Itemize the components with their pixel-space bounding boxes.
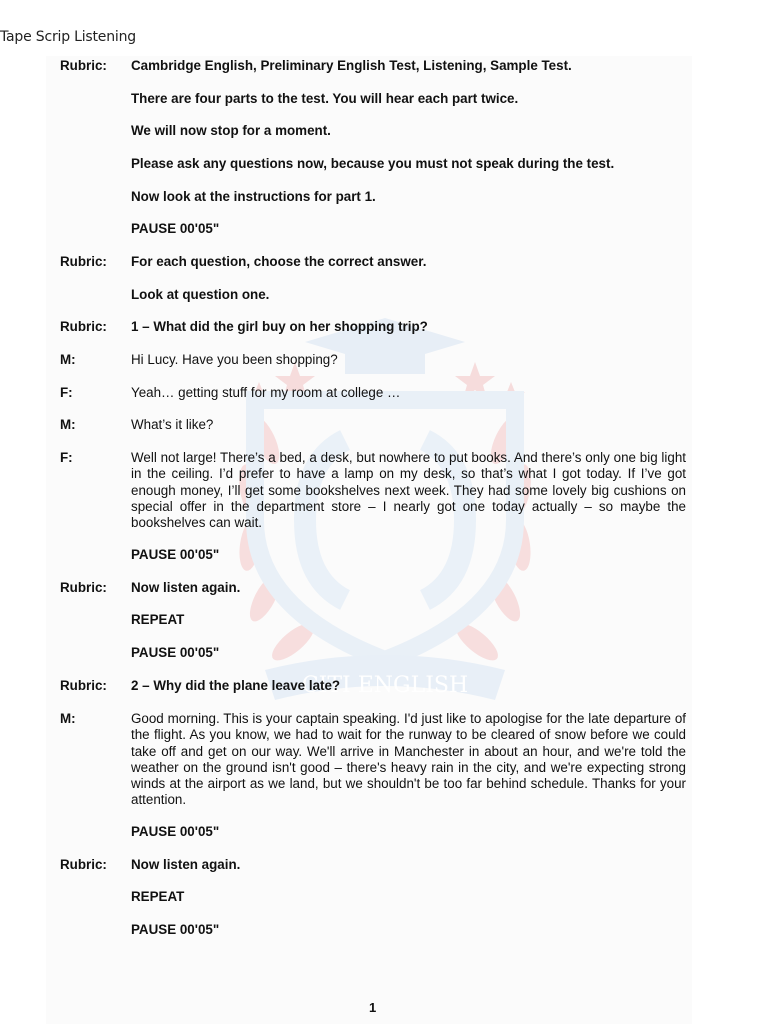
speaker-label: Rubric: — [60, 857, 107, 872]
transcript-text: We will now stop for a moment. — [131, 123, 331, 138]
watermark-text: CITI ENGLISH — [301, 673, 469, 698]
speaker-label: M: — [60, 711, 76, 726]
transcript-text: Now listen again. — [131, 857, 241, 872]
transcript-text: Well not large! There’s a bed, a desk, but nowhere to put books. And there’s only one big light in the ceiling. I’d prefer to have a lamp on my desk, so that’s what I got today. If I’ve got enough money, I’ll get some bookshelves next week. They had some lovely big cushions on special offer in the department store – I nearly got one today actually – so maybe the bookshelves can wait. — [131, 450, 686, 531]
speaker-label: Rubric: — [60, 319, 107, 334]
speaker-label: Rubric: — [60, 678, 107, 693]
transcript-text: There are four parts to the test. You will hear each part twice. — [131, 91, 519, 106]
transcript-text: Good morning. This is your captain speaking. I'd just like to apologise for the late departure of the flight. As you know, we had to wait for the runway to be cleared of snow before we could take off and get on our way. We'll arrive in Manchester in about an hour, and we're told the weather on the ground isn't good – there's heavy rain in the city, and we're expecting strong winds at the airport as we land, but we shouldn't be too far behind schedule. Thanks for your attention. — [131, 711, 686, 808]
transcript-text: Hi Lucy. Have you been shopping? — [131, 352, 338, 367]
speaker-label: Rubric: — [60, 580, 107, 595]
transcript-text: PAUSE 00'05" — [131, 824, 220, 839]
transcript-text: What’s it like? — [131, 417, 214, 432]
transcript-text: For each question, choose the correct answer. — [131, 254, 427, 269]
document-title: Tape Scrip Listening — [0, 29, 136, 45]
transcript-text: Please ask any questions now, because you must not speak during the test. — [131, 156, 615, 171]
transcript-text: PAUSE 00'05" — [131, 547, 220, 562]
transcript-text: Now look at the instructions for part 1. — [131, 189, 376, 204]
transcript-text: Now listen again. — [131, 580, 241, 595]
speaker-label: M: — [60, 352, 76, 367]
speaker-label: F: — [60, 385, 73, 400]
transcript-text: REPEAT — [131, 889, 185, 904]
page-number: 1 — [369, 1000, 377, 1015]
transcript-text: PAUSE 00'05" — [131, 221, 220, 236]
transcript-text: PAUSE 00'05" — [131, 645, 220, 660]
transcript-text: PAUSE 00'05" — [131, 922, 220, 937]
speaker-label: F: — [60, 450, 73, 465]
transcript-text: Yeah… getting stuff for my room at college … — [131, 385, 401, 400]
transcript-text: REPEAT — [131, 612, 185, 627]
speaker-label: M: — [60, 417, 76, 432]
speaker-label: Rubric: — [60, 254, 107, 269]
transcript-text: 1 – What did the girl buy on her shopping trip? — [131, 319, 428, 334]
speaker-label: Rubric: — [60, 58, 107, 73]
transcript-text: Cambridge English, Preliminary English Test, Listening, Sample Test. — [131, 58, 572, 73]
transcript-text: Look at question one. — [131, 287, 270, 302]
transcript-text: 2 – Why did the plane leave late? — [131, 678, 341, 693]
